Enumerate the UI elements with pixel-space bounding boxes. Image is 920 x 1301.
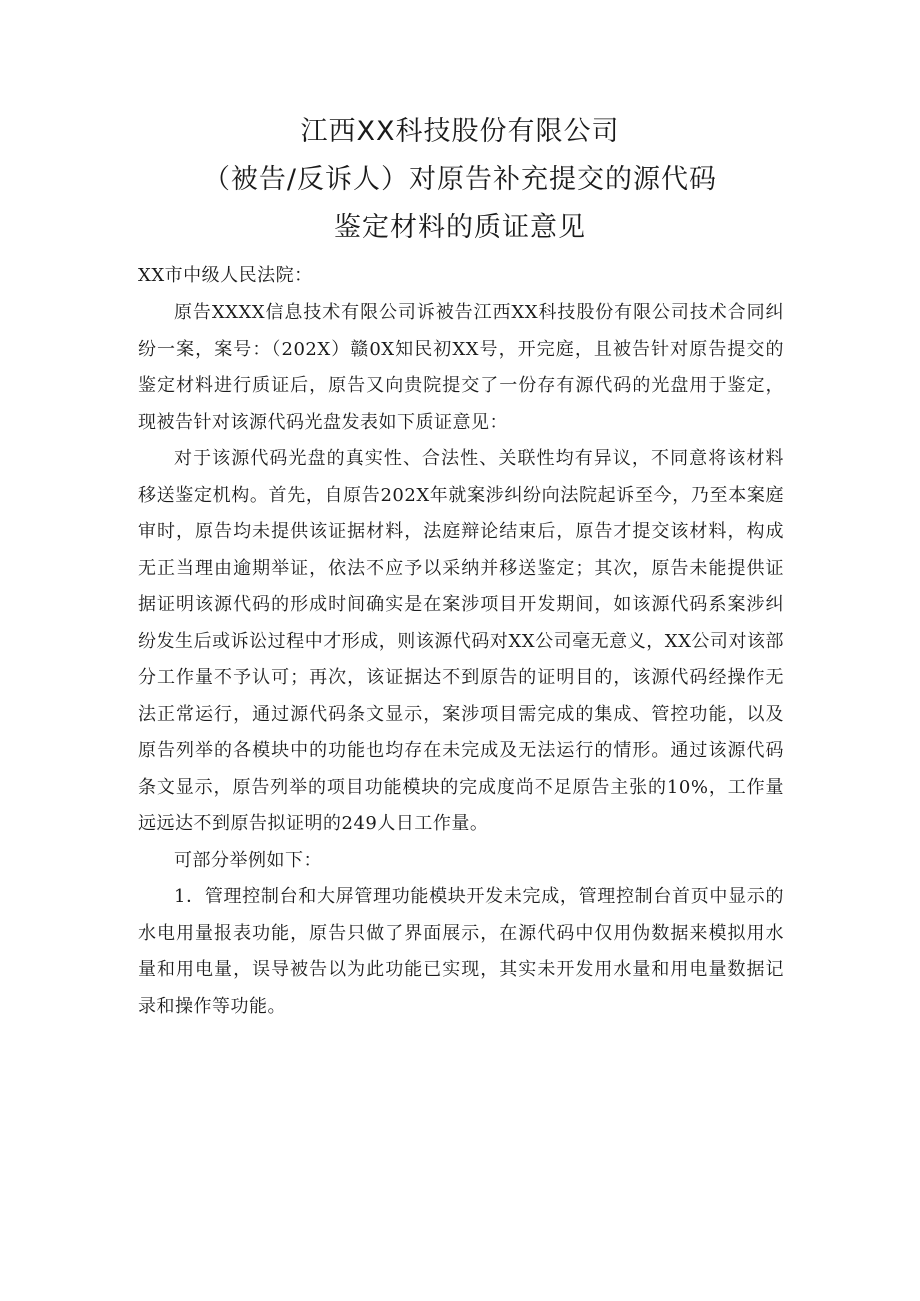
paragraph-case-background: 原告XXXX信息技术有限公司诉被告江西XX科技股份有限公司技术合同纠纷一案，案号：（202X）赣0X知民初XX号，开完庭，且被告针对原告提交的鉴定材料进行质证后，原告又向贵院提交了一份存有源代码的光盘用于鉴定，现被告针对该源代码光盘发表如下质证意见： <box>138 302 784 433</box>
paragraph-objections: 对于该源代码光盘的真实性、合法性、关联性均有异议，不同意将该材料移送鉴定机构。首先，自原告202X年就案涉纠纷向法院起诉至今，乃至本案庭审时，原告均未提供该证据材料，法庭辩论结束后，原告才提交该材料，构成无正当理由逾期举证，依法不应予以采纳并移送鉴定；其次，原告未能提供证据证明该源代码的形成时间确实是在案涉项目开发期间，如该源代码系案涉纠纷发生后或诉讼过程中才形成，则该源代码对XX公司毫无意义，XX公司对该部分工作量不予认可；再次，该证据达不到原告的证明目的，该源代码经操作无法正常运行，通过源代码条文显示，案涉项目需完成的集成、管控功能，以及原告列举的各模块中的功能也均存在未完成及无法运行的情形。通过该源代码条文显示，原告列举的项目功能模块的完成度尚不足原告主张的10%，工作量远远达不到原告拟证明的249人日工作量。 <box>138 448 784 834</box>
title-line-purpose: 鉴定材料的质证意见 <box>334 212 586 243</box>
paragraph-examples-intro: 可部分举例如下： <box>174 849 322 871</box>
paragraph-example-1: 1．管理控制台和大屏管理功能模块开发未完成，管理控制台首页中显示的水电用量报表功能，原告只做了界面展示，在源代码中仅用伪数据来模拟用水量和用电量，误导被告以为此功能已实现，其实未开发用水量和用电量数据记录和操作等功能。 <box>138 886 784 1017</box>
title-line-subject: （被告/反诉人）对原告补充提交的源代码 <box>202 164 718 195</box>
title-line-company: 江西XX科技股份有限公司 <box>300 116 620 147</box>
document-title <box>0 108 920 252</box>
document-body <box>138 295 784 1025</box>
salutation: XX市中级人民法院： <box>138 265 313 286</box>
